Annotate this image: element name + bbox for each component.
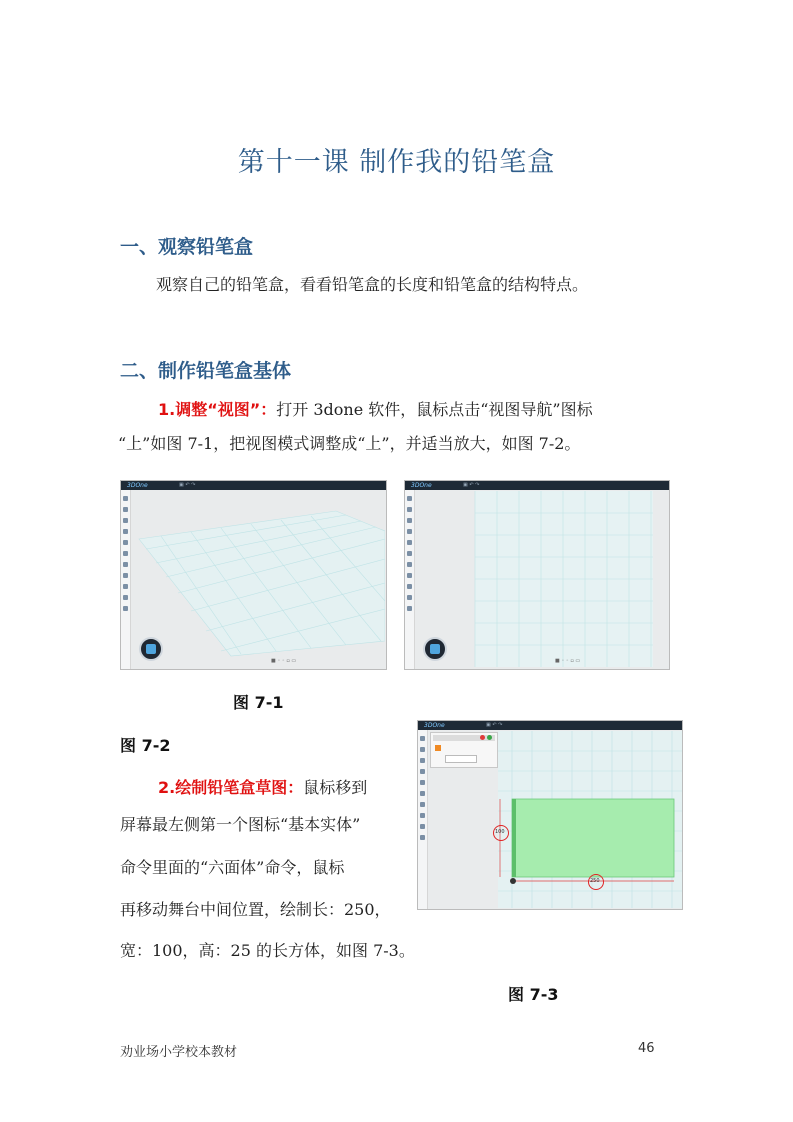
box-sketch[interactable]	[512, 799, 674, 877]
figure-7-2-screenshot	[404, 480, 670, 670]
app-logo: 3DOne	[411, 482, 432, 489]
view-navigation-icon[interactable]	[423, 637, 447, 661]
status-bar: ■ ◦ ◦ ▫ ▭	[271, 658, 297, 664]
app-logo: 3DOne	[127, 482, 148, 489]
status-bar: ■ ◦ ◦ ▫ ▭	[555, 658, 581, 664]
app-logo: 3DOne	[424, 722, 445, 729]
step2-text-line5: 宽：100，高：25 的长方体，如图 7-3。	[120, 941, 415, 960]
figure-7-2-caption: 图 7-2	[120, 736, 171, 755]
hexahedron-icon[interactable]	[435, 745, 441, 751]
confirm-icon[interactable]	[487, 735, 492, 740]
app-titlebar	[121, 481, 386, 490]
section-heading-observe: 一、观察铅笔盒	[120, 236, 254, 258]
left-toolbar	[418, 730, 428, 909]
left-toolbar	[405, 490, 415, 669]
step1-text-continued: “上”如图 7-1，把视图模式调整成“上”，并适当放大，如图 7-2。	[118, 434, 581, 453]
footer-book-title: 劝业场小学校本教材	[120, 1045, 238, 1060]
section-observe-text: 观察自己的铅笔盒，看看铅笔盒的长度和铅笔盒的结构特点。	[156, 275, 589, 294]
left-toolbar	[121, 490, 131, 669]
step2-text-line3: 命令里面的“六面体”命令，鼠标	[120, 858, 345, 877]
app-titlebar	[405, 481, 669, 490]
step2-label: 2.绘制铅笔盒草图：	[158, 778, 304, 797]
step1-text: 打开 3done 软件，鼠标点击“视图导航”图标	[276, 400, 593, 419]
section-heading-base: 二、制作铅笔盒基体	[120, 360, 292, 382]
step2-text-line4: 再移动舞台中间位置，绘制长：250，	[120, 900, 391, 919]
figure-7-1-caption: 图 7-1	[233, 693, 284, 712]
figure-7-3-caption: 图 7-3	[508, 985, 559, 1004]
figure-7-1-screenshot	[120, 480, 387, 670]
top-view-grid	[415, 491, 668, 667]
page-number: 46	[638, 1041, 655, 1056]
step1-label: 1.调整“视图”：	[158, 400, 277, 419]
step1-line	[158, 393, 593, 427]
step2-line	[158, 771, 367, 805]
view-navigation-icon[interactable]	[139, 637, 163, 661]
origin-point	[510, 878, 516, 884]
save-icon: ▣ ↶ ↷	[463, 482, 480, 488]
perspective-grid	[131, 491, 385, 667]
page-title: 第十一课 制作我的铅笔盒	[237, 147, 556, 178]
height-dimension-label: 100	[495, 829, 505, 835]
save-icon: ▣ ↶ ↷	[179, 482, 196, 488]
param-input[interactable]	[445, 755, 477, 763]
hexahedron-command-panel[interactable]	[430, 732, 498, 768]
close-icon[interactable]	[480, 735, 485, 740]
step2-text-line2: 屏幕最左侧第一个图标“基本实体”	[120, 815, 361, 834]
figure-7-3-screenshot	[417, 720, 683, 910]
step2-text: 鼠标移到	[303, 778, 368, 797]
app-titlebar	[418, 721, 682, 730]
save-icon: ▣ ↶ ↷	[486, 722, 503, 728]
length-dimension-label: 250	[590, 878, 600, 884]
